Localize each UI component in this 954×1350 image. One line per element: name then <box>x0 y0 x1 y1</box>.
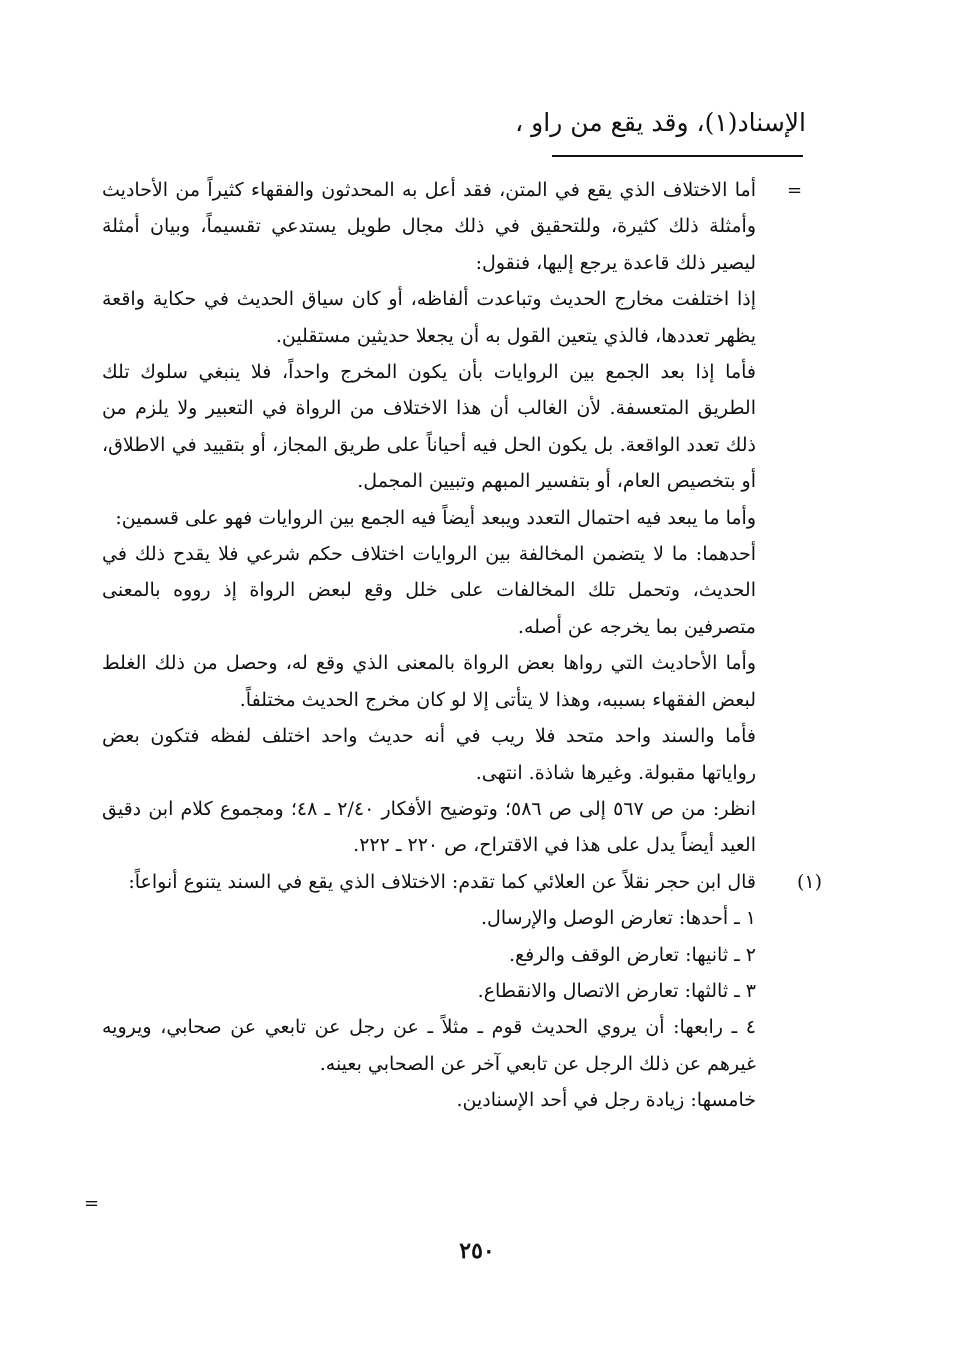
footnote-list-item: ٤ ـ رابعها: أن يروي الحديث قوم ـ مثلاً ـ عن رجل عن تابعي عن صحابي، ويرويه غيرهم عن ذلك الرجل عن تابعي آخر عن الصحابي بعينه. <box>102 1016 756 1075</box>
footnote-paragraph: وأما ما يبعد فيه احتمال التعدد ويبعد أيضاً فيه الجمع بين الروايات فهو على قسمين: <box>115 506 756 529</box>
footnote-paragraph: وأما الأحاديث التي رواها بعض الرواة بالمعنى الذي وقع له، وحصل من ذلك الغلط لبعض الفقهاء بسببه، وهذا لا يتأتى إلا لو كان مخرج الحديث مختلفاً. <box>102 652 756 711</box>
running-text-line: الإسناد(١)، وقد يقع من راو ، <box>515 108 806 137</box>
footnote-list-item: ٢ ـ ثانيها: تعارض الوقف والرفع. <box>508 943 756 966</box>
continuation-marker-top: = <box>787 180 803 201</box>
footnote-separator <box>552 155 803 157</box>
footnote-paragraph: أما الاختلاف الذي يقع في المتن، فقد أعل به المحدثون والفقهاء كثيراً من الأحاديث وأمثلة ذلك كثيرة، وللتحقيق في ذلك مجال طويل يستدعي تقسيماً، وبيان أمثلة ليصير ذلك قاعدة يرجع إليها، فنقول: <box>102 179 756 274</box>
footnote-1 <box>102 864 822 900</box>
footnote-paragraph: انظر: من ص ٥٦٧ إلى ص ٥٨٦؛ وتوضيح الأفكار ٢/٤٠ ـ ٤٨؛ ومجموع كلام ابن دقيق العيد أيضاً يدل على هذا في الاقتراح، ص ٢٢٠ ـ ٢٢٢. <box>102 797 756 857</box>
footnote-list-item: ٣ ـ ثالثها: تعارض الاتصال والانقطاع. <box>477 979 756 1002</box>
page-number: ٢٥٠ <box>459 1238 495 1264</box>
footnote-paragraph: إذا اختلفت مخارج الحديث وتباعدت ألفاظه، أو كان سياق الحديث في حكاية واقعة يظهر تعددها، فالذي يتعين القول به أن يجعلا حديثين مستقلين. <box>102 288 756 347</box>
footnote-number: (١) <box>796 870 822 893</box>
footnote-list-item: خامسها: زيادة رجل في أحد الإسنادين. <box>456 1089 756 1112</box>
footnote-paragraph: فأما والسند واحد متحد فلا ريب في أنه حديث واحد اختلف لفظه فتكون بعض رواياتها مقبولة. وغيرها شاذة. انتهى. <box>102 725 756 784</box>
footnotes-block <box>102 172 822 1119</box>
footnote-paragraph: أحدهما: ما لا يتضمن المخالفة بين الروايات اختلاف حكم شرعي فلا يقدح ذلك في الحديث، وتحمل تلك المخالفات على خلل وقع لبعض الرواة إذ رووه بالمعنى متصرفين بما يخرجه عن أصله. <box>102 543 756 638</box>
continuation-marker-bottom: = <box>84 1193 100 1214</box>
footnote-list-item: ١ ـ أحدها: تعارض الوصل والإرسال. <box>480 907 756 930</box>
footnote-text: قال ابن حجر نقلاً عن العلائي كما تقدم: الاختلاف الذي يقع في السند يتنوع أنواعاً: <box>128 870 756 893</box>
footnote-paragraph: فأما إذا بعد الجمع بين الروايات بأن يكون المخرج واحداً، فلا ينبغي سلوك تلك الطريق المتعسفة. لأن الغالب أن هذا الاختلاف من الرواة في التعبير ولا يلزم من ذلك تعدد الواقعة. بل يكون الحل فيه أحياناً على طريق المجاز، أو بتقييد في الاطلاق، أو بتخصيص العام، أو بتفسير المبهم وتبيين المجمل. <box>102 361 756 493</box>
